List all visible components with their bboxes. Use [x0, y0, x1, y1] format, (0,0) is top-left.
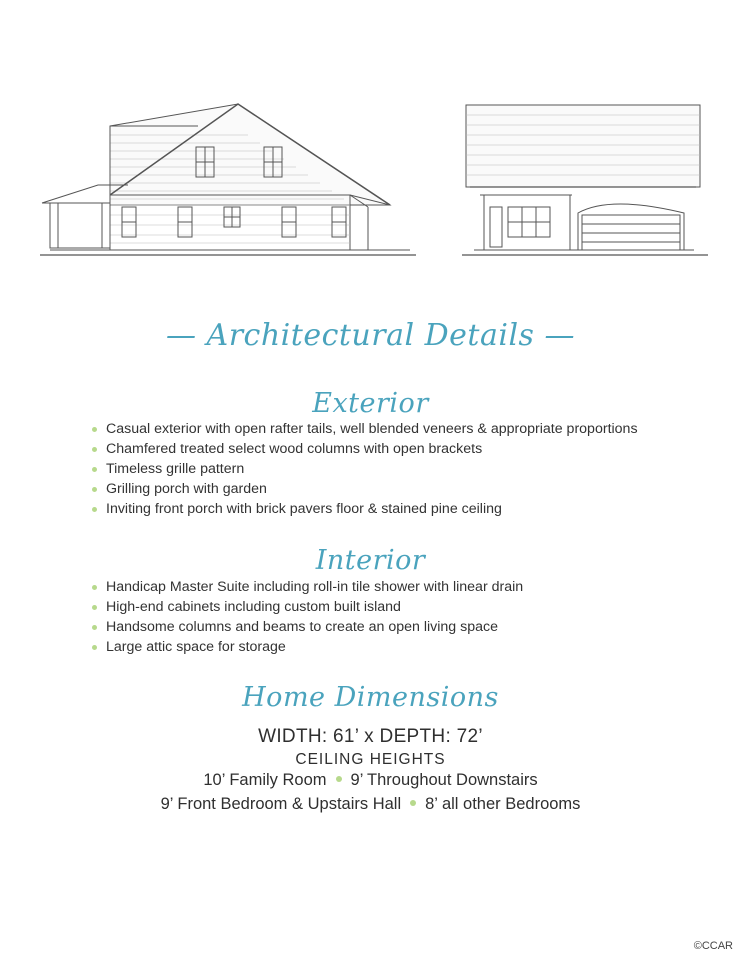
interior-heading: Interior: [315, 545, 426, 576]
list-item: Chamfered treated select wood columns with open brackets: [90, 439, 710, 459]
ceiling-family-room: 10’ Family Room: [203, 771, 327, 789]
list-item: Casual exterior with open rafter tails, well blended veneers & appropriate proportions: [90, 419, 710, 439]
bullet-dot-icon: [336, 776, 342, 782]
list-item: Grilling porch with garden: [90, 479, 710, 499]
ceiling-front-bedroom: 9’ Front Bedroom & Upstairs Hall: [160, 795, 402, 813]
ceiling-other-bedrooms: 8’ all other Bedrooms: [425, 795, 581, 813]
list-item: Timeless grille pattern: [90, 459, 710, 479]
ceiling-line-1: [0, 771, 741, 790]
elevation-drawings: [0, 95, 741, 265]
list-item: High-end cabinets including custom built island: [90, 597, 710, 617]
exterior-heading: Exterior: [312, 388, 429, 419]
front-elevation-drawing: [460, 95, 710, 265]
list-item: Handicap Master Suite including roll-in tile shower with linear drain: [90, 577, 710, 597]
ceiling-downstairs: 9’ Throughout Downstairs: [350, 771, 538, 789]
page-title: — Architectural Details —: [166, 318, 575, 353]
ceiling-heights-label: CEILING HEIGHTS: [295, 751, 446, 768]
copyright-label: ©CCAR: [693, 940, 733, 952]
exterior-feature-list: [90, 419, 710, 519]
side-elevation-drawing: [38, 95, 418, 265]
bullet-dot-icon: [410, 800, 416, 806]
list-item: Inviting front porch with brick pavers floor & stained pine ceiling: [90, 499, 710, 519]
ceiling-line-2: [0, 795, 741, 814]
interior-feature-list: [90, 577, 710, 657]
list-item: Handsome columns and beams to create an open living space: [90, 617, 710, 637]
dimensions-heading: Home Dimensions: [242, 682, 499, 713]
list-item: Large attic space for storage: [90, 637, 710, 657]
home-size: WIDTH: 61’ x DEPTH: 72’: [258, 726, 483, 747]
